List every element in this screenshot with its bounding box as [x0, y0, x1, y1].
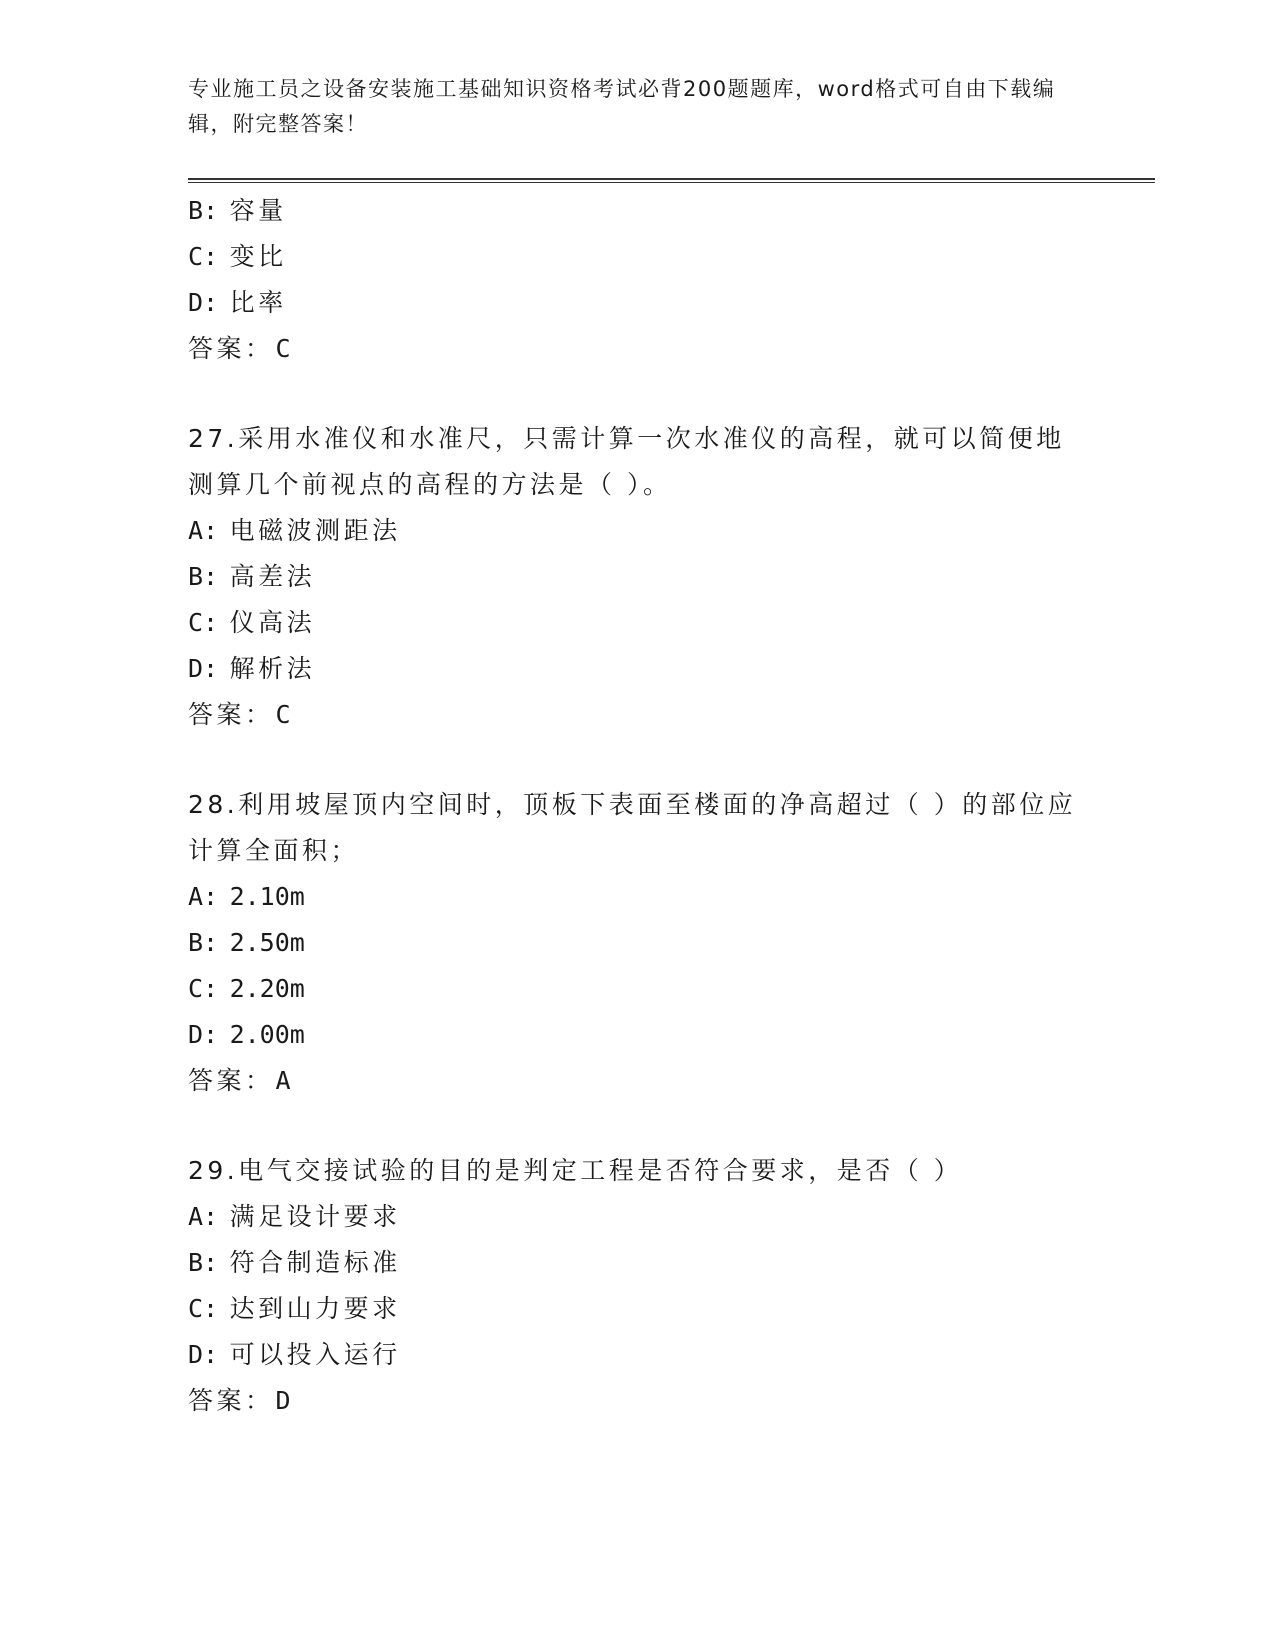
answer-line	[188, 1378, 1088, 1424]
option-letter: A:	[188, 1202, 219, 1231]
option-text: 满足设计要求	[229, 1202, 401, 1231]
option-text: 电磁波测距法	[229, 516, 401, 545]
option-text: 解析法	[229, 654, 316, 683]
option-text: 2.10m	[229, 882, 305, 911]
option-letter: B:	[188, 196, 219, 225]
option-letter: B:	[188, 928, 219, 957]
option-letter: D:	[188, 1020, 219, 1049]
option-b	[188, 1240, 1088, 1286]
option-d	[188, 280, 1088, 326]
question-content	[188, 188, 1088, 1424]
option-text: 容量	[229, 196, 287, 225]
option-c	[188, 600, 1088, 646]
option-letter: C:	[188, 242, 219, 271]
option-letter: B:	[188, 1248, 219, 1277]
question-stem: 27.采用水准仪和水准尺，只需计算一次水准仪的高程，就可以简便地测算几个前视点的高程的方法是（ ）。	[188, 424, 1065, 499]
answer-value: C	[275, 334, 291, 363]
option-a	[188, 1194, 1088, 1240]
option-letter: C:	[188, 974, 219, 1003]
answer-line	[188, 1058, 1088, 1104]
question-28	[188, 782, 1088, 1104]
option-c	[188, 1286, 1088, 1332]
option-letter: D:	[188, 288, 219, 317]
option-text: 高差法	[229, 562, 316, 591]
answer-value: C	[275, 700, 291, 729]
option-c	[188, 234, 1088, 280]
option-d	[188, 1012, 1088, 1058]
option-d	[188, 1332, 1088, 1378]
option-text: 比率	[229, 288, 287, 317]
option-text: 2.20m	[229, 974, 305, 1003]
option-text: 符合制造标准	[229, 1248, 401, 1277]
option-letter: A:	[188, 516, 219, 545]
answer-value: D	[275, 1386, 291, 1415]
question-27	[188, 416, 1088, 738]
answer-label: 答案：	[188, 700, 274, 729]
option-text: 仪高法	[229, 608, 316, 637]
answer-line	[188, 326, 1088, 372]
option-b	[188, 920, 1088, 966]
header-divider	[188, 178, 1155, 183]
spacer	[188, 738, 1088, 782]
answer-label: 答案：	[188, 1386, 274, 1415]
option-c	[188, 966, 1088, 1012]
option-b	[188, 554, 1088, 600]
question-stem: 29.电气交接试验的目的是判定工程是否符合要求，是否（ ）	[188, 1156, 963, 1185]
option-text: 可以投入运行	[229, 1340, 401, 1369]
spacer	[188, 1104, 1088, 1148]
prev-question-block	[188, 188, 1088, 372]
option-text: 2.50m	[229, 928, 305, 957]
option-text: 2.00m	[229, 1020, 305, 1049]
answer-label: 答案：	[188, 1066, 274, 1095]
document-header-title: 专业施工员之设备安装施工基础知识资格考试必背200题题库，word格式可自由下载编辑，附完整答案！	[188, 77, 1056, 136]
option-letter: D:	[188, 654, 219, 683]
option-letter: A:	[188, 882, 219, 911]
option-letter: C:	[188, 1294, 219, 1323]
option-b	[188, 188, 1088, 234]
answer-value: A	[275, 1066, 291, 1095]
answer-label: 答案：	[188, 334, 274, 363]
question-29	[188, 1148, 1088, 1424]
option-d	[188, 646, 1088, 692]
option-a	[188, 508, 1088, 554]
option-letter: D:	[188, 1340, 219, 1369]
spacer	[188, 372, 1088, 416]
option-text: 达到山力要求	[229, 1294, 401, 1323]
option-letter: B:	[188, 562, 219, 591]
option-text: 变比	[229, 242, 287, 271]
question-stem: 28.利用坡屋顶内空间时，顶板下表面至楼面的净高超过（ ）的部位应计算全面积；	[188, 790, 1077, 865]
answer-line	[188, 692, 1088, 738]
option-letter: C:	[188, 608, 219, 637]
option-a	[188, 874, 1088, 920]
